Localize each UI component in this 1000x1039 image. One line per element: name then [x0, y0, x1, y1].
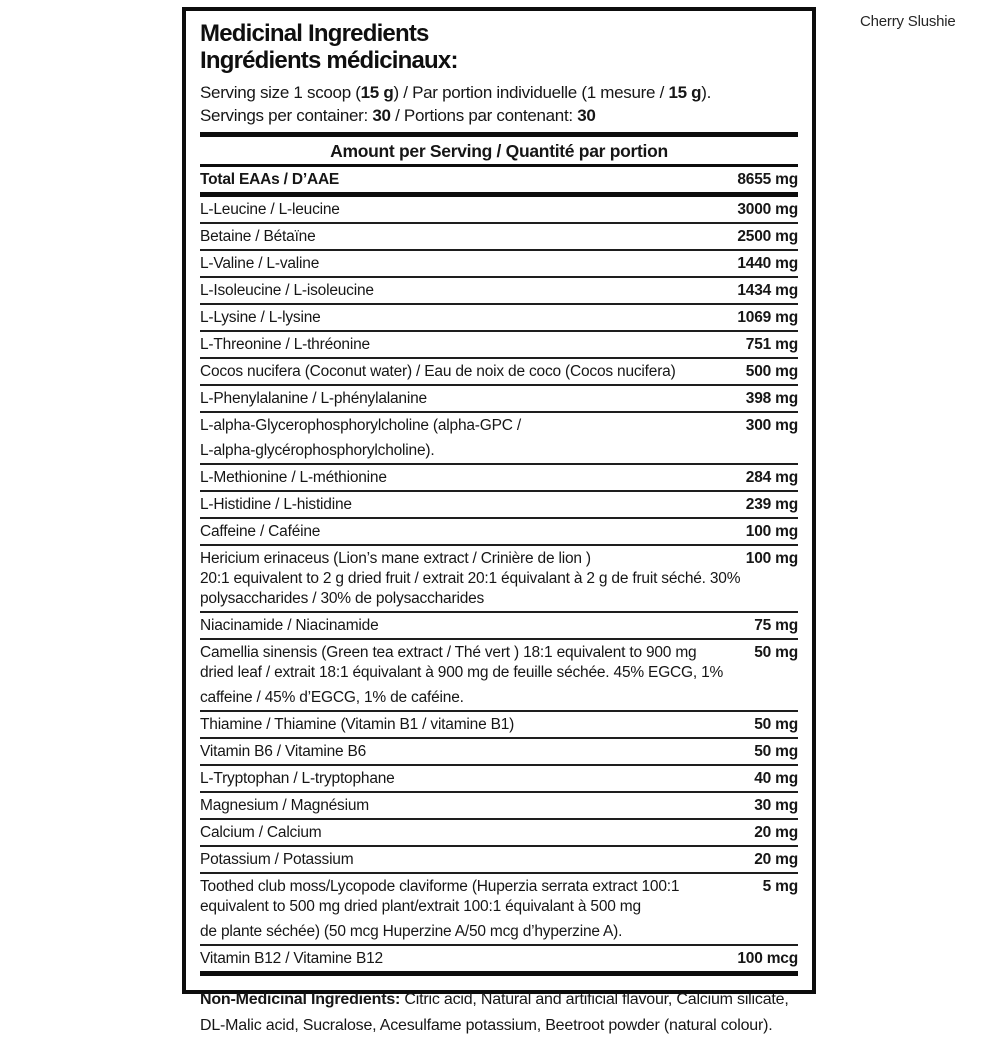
ingredient-amount: 100 mg [745, 523, 798, 540]
ingredient-name: Betaine / Bétaïne [200, 228, 316, 245]
divider-heavy-bottom [200, 971, 798, 976]
non-medicinal-line-2-text: DL-Malic acid, Sucralose, Acesulfame potassium, Beetroot powder (natural colour). [200, 1017, 773, 1034]
ingredient-row [200, 820, 798, 847]
ingredient-row [200, 465, 798, 492]
ingredient-amount: 239 mg [745, 496, 798, 513]
divider-heavy-top [200, 132, 798, 137]
ingredient-row [200, 359, 798, 386]
ingredient-name: Magnesium / Magnésium [200, 797, 369, 814]
ingredient-name: Potassium / Potassium [200, 851, 354, 868]
servings-per-container-line [200, 104, 798, 127]
ingredient-row [200, 766, 798, 793]
ingredient-row [200, 332, 798, 359]
ingredient-amount: 500 mg [745, 363, 798, 380]
ingredient-row [200, 167, 798, 197]
ingredient-detail: caffeine / 45% d’EGCG, 1% de caféine. [200, 689, 464, 706]
ingredient-amount: 300 mg [745, 417, 798, 434]
ingredient-name: Total EAAs / D’AAE [200, 171, 340, 188]
ingredient-detail: polysaccharides / 30% de polysaccharides [200, 590, 485, 607]
ingredient-amount: 30 mg [754, 797, 798, 814]
ingredient-amount: 284 mg [745, 469, 798, 486]
ingredient-row [200, 197, 798, 224]
ingredient-amount: 20 mg [754, 824, 798, 841]
ingredient-row [200, 224, 798, 251]
ingredient-name: L-Histidine / L-histidine [200, 496, 352, 513]
supplement-facts-panel [182, 7, 816, 1034]
ingredient-amount: 50 mg [754, 644, 798, 661]
ingredient-row [200, 874, 798, 946]
ingredient-amount: 1440 mg [737, 255, 798, 272]
ingredient-row [200, 946, 798, 971]
ingredient-amount: 751 mg [745, 336, 798, 353]
ingredient-name: L-Methionine / L-méthionine [200, 469, 387, 486]
ingredient-row [200, 793, 798, 820]
ingredient-name: Caffeine / Caféine [200, 523, 321, 540]
ingredient-detail: L-alpha-glycérophosphorylcholine). [200, 442, 435, 459]
ingredient-name: L-Leucine / L-leucine [200, 201, 340, 218]
ingredient-name: L-Valine / L-valine [200, 255, 320, 272]
panel-title-fr: Ingrédients médicinaux: [200, 47, 458, 74]
ingredient-amount: 75 mg [754, 617, 798, 634]
ingredient-detail: 20:1 equivalent to 2 g dried fruit / extrait 20:1 équivalant à 2 g de fruit séché. 30% [200, 570, 741, 587]
ingredient-row [200, 546, 798, 613]
ingredient-name: Vitamin B12 / Vitamine B12 [200, 950, 383, 967]
ingredient-amount: 20 mg [754, 851, 798, 868]
ingredient-name: L-Lysine / L-lysine [200, 309, 321, 326]
ingredient-amount: 398 mg [745, 390, 798, 407]
non-medicinal-line [200, 987, 798, 1013]
non-medicinal-line [200, 1013, 798, 1039]
ingredient-amount: 1434 mg [737, 282, 798, 299]
ingredient-name: Thiamine / Thiamine (Vitamin B1 / vitamine B1) [200, 716, 515, 733]
column-header [200, 140, 798, 162]
column-header-text: Amount per Serving / Quantité par portion [330, 141, 668, 161]
ingredient-amount: 40 mg [754, 770, 798, 787]
ingredient-row [200, 492, 798, 519]
ingredient-row [200, 251, 798, 278]
ingredient-amount: 100 mcg [737, 950, 798, 967]
ingredient-name: Niacinamide / Niacinamide [200, 617, 379, 634]
ingredient-row [200, 278, 798, 305]
ingredient-name: L-Isoleucine / L-isoleucine [200, 282, 374, 299]
ingredient-row [200, 386, 798, 413]
ingredient-name: Calcium / Calcium [200, 824, 322, 841]
flavor-name: Cherry Slushie [860, 13, 956, 30]
serving-info [200, 81, 798, 127]
non-medicinal-ingredients [200, 987, 798, 1039]
serving-size-text: Serving size 1 scoop (15 g) / Par portion individuelle (1 mesure / 15 g). [200, 83, 712, 102]
ingredient-name: Vitamin B6 / Vitamine B6 [200, 743, 367, 760]
ingredient-name: Hericium erinaceus (Lion’s mane extract / Crinière de lion ) [200, 550, 591, 567]
ingredient-row [200, 739, 798, 766]
ingredient-name: Camellia sinensis (Green tea extract / Thé vert ) 18:1 equivalent to 900 mg [200, 644, 697, 661]
ingredient-detail: de plante séchée) (50 mcg Huperzine A/50 mcg d’hyperzine A). [200, 923, 623, 940]
ingredient-detail: equivalent to 500 mg dried plant/extrait 100:1 équivalant à 500 mg [200, 898, 641, 915]
ingredient-amount: 1069 mg [737, 309, 798, 326]
panel-title-en: Medicinal Ingredients [200, 20, 429, 47]
ingredient-amount: 5 mg [762, 878, 798, 895]
ingredient-name: L-alpha-Glycerophosphorylcholine (alpha-GPC / [200, 417, 521, 434]
serving-size-line [200, 81, 798, 104]
ingredient-row [200, 712, 798, 739]
ingredient-row [200, 640, 798, 712]
ingredients-table [200, 167, 798, 971]
ingredient-name: L-Threonine / L-thréonine [200, 336, 370, 353]
ingredient-name: L-Phenylalanine / L-phénylalanine [200, 390, 427, 407]
non-medicinal-line-1-text: Non-Medicinal Ingredients: Citric acid, Natural and artificial flavour, Calcium silicate, [200, 991, 789, 1008]
ingredient-row [200, 413, 798, 465]
ingredient-row [200, 847, 798, 874]
ingredient-detail: dried leaf / extrait 18:1 équivalant à 900 mg de feuille séchée. 45% EGCG, 1% [200, 664, 724, 681]
ingredient-row [200, 613, 798, 640]
ingredient-name: Toothed club moss/Lycopode claviforme (Huperzia serrata extract 100:1 [200, 878, 680, 895]
ingredient-amount: 3000 mg [737, 201, 798, 218]
ingredient-amount: 8655 mg [737, 171, 798, 188]
ingredient-name: L-Tryptophan / L-tryptophane [200, 770, 395, 787]
ingredient-row [200, 519, 798, 546]
ingredient-amount: 100 mg [745, 550, 798, 567]
ingredient-row [200, 305, 798, 332]
ingredient-amount: 50 mg [754, 716, 798, 733]
servings-per-container-text: Servings per container: 30 / Portions par contenant: 30 [200, 106, 596, 125]
ingredient-name: Cocos nucifera (Coconut water) / Eau de noix de coco (Cocos nucifera) [200, 363, 676, 380]
ingredient-amount: 2500 mg [737, 228, 798, 245]
ingredient-amount: 50 mg [754, 743, 798, 760]
